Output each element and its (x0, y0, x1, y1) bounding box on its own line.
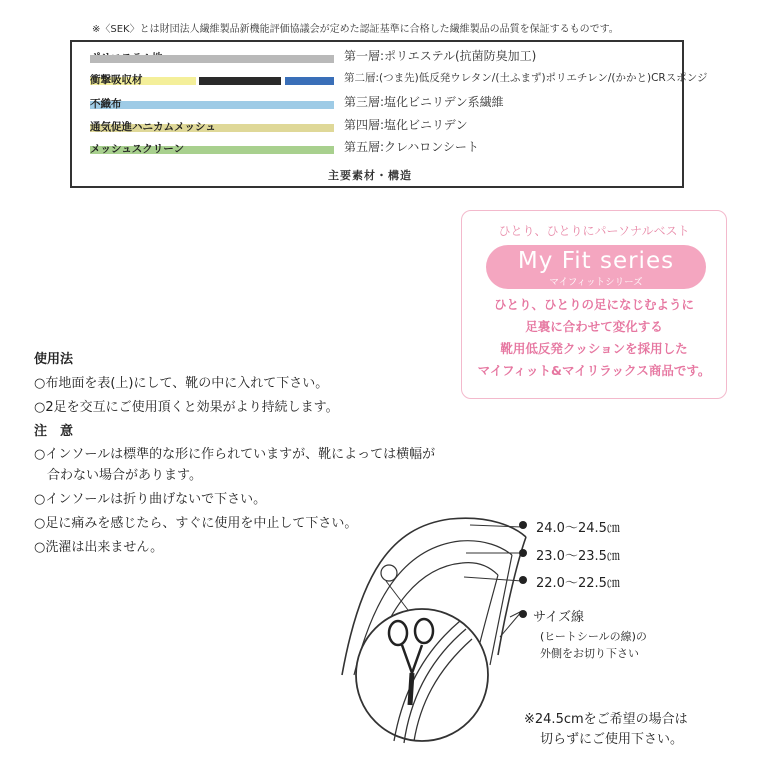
size-bullet (519, 576, 527, 584)
materials-box (70, 40, 708, 188)
size-line-bullet (519, 610, 527, 618)
caution-item: ○洗濯は出来ません。 (34, 540, 164, 555)
size-label-23: 23.0〜23.5㎝ (536, 549, 620, 564)
promo-tagline: ひとり、ひとりにパーソナルベスト (498, 224, 690, 238)
caution-item: ○インソールは折り曲げないで下さい。 (34, 492, 267, 507)
series-name: My Fit series (517, 248, 675, 274)
layer-desc-mesh: 第五層:クレハロンシート (344, 140, 479, 154)
layer-bar-polyester (90, 55, 334, 63)
promo-line-3: 靴用低反発クッションを採用した (500, 341, 688, 356)
size-bullet (519, 521, 527, 529)
usage-item: ○2足を交互にご使用頂くと効果がより持続します。 (34, 400, 339, 415)
size-line-note-1: (ヒートシールの線)の (540, 630, 647, 643)
usage-heading: 使用法 (34, 352, 74, 367)
promo-line-4: マイフィット&マイリラックス商品です。 (477, 363, 711, 378)
layer-desc-nonwoven: 第三層:塩化ビニリデン系繊維 (344, 95, 504, 109)
size-line-label: サイズ線 (533, 610, 584, 625)
caution-item: ○インソールは標準的な形に作られていますが、靴によっては横幅が (34, 447, 436, 462)
caution-item: ○足に痛みを感じたら、すぐに使用を中止して下さい。 (34, 516, 358, 531)
size-label-22: 22.0〜22.5㎝ (536, 576, 620, 591)
usage-item: ○布地面を表(上)にして、靴の中に入れて下さい。 (34, 376, 329, 391)
layer-bar-cushion-arch (199, 77, 281, 85)
caution-heading: 注 意 (34, 424, 74, 439)
certification-note: ※〈SEK〉とは財団法人繊維製品新機能評価協議会が定めた認証基準に合格した繊維製品の品質を保証するものです。 (92, 24, 619, 35)
layer-bar-nonwoven (90, 101, 334, 109)
layer-label-honeycomb: 通気促進ハニカムメッシュ (90, 121, 216, 133)
series-kana: マイフィットシリーズ (549, 277, 643, 288)
layer-desc-honeycomb: 第四層:塩化ビニリデン (344, 118, 468, 132)
footnote-line-1: ※24.5cmをご希望の場合は (524, 712, 688, 727)
layer-label-cushion: 衝撃吸収材 (90, 74, 143, 86)
zoom-circle (356, 609, 488, 741)
layer-desc-cushion: 第二層:(つま先)低反発ウレタン/(土ふまず)ポリエチレン/(かかと)CRスポンジ (344, 72, 708, 84)
zoom-marker (381, 565, 397, 581)
series-name-pill (486, 245, 706, 289)
layer-label-nonwoven: 不織布 (90, 98, 122, 110)
materials-caption: 主要素材・構造 (328, 169, 412, 182)
size-label-24: 24.0〜24.5㎝ (536, 521, 620, 536)
layer-bar-cushion-heel (285, 77, 334, 85)
layer-label-mesh: メッシュスクリーン (90, 143, 185, 155)
zoom-leader (386, 581, 408, 610)
layer-desc-polyester: 第一層:ポリエステル(抗菌防臭加工) (344, 49, 537, 63)
size-bullet (519, 549, 527, 557)
promo-line-1: ひとり、ひとりの足になじむように (493, 297, 694, 312)
promo-line-2: 足裏に合わせて変化する (525, 319, 663, 334)
myfit-promo-box (461, 210, 727, 399)
footnote-line-2: 切らずにご使用下さい。 (540, 732, 684, 747)
caution-item: 合わない場合があります。 (34, 468, 202, 483)
size-line-note-2: 外側をお切り下さい (540, 647, 639, 660)
